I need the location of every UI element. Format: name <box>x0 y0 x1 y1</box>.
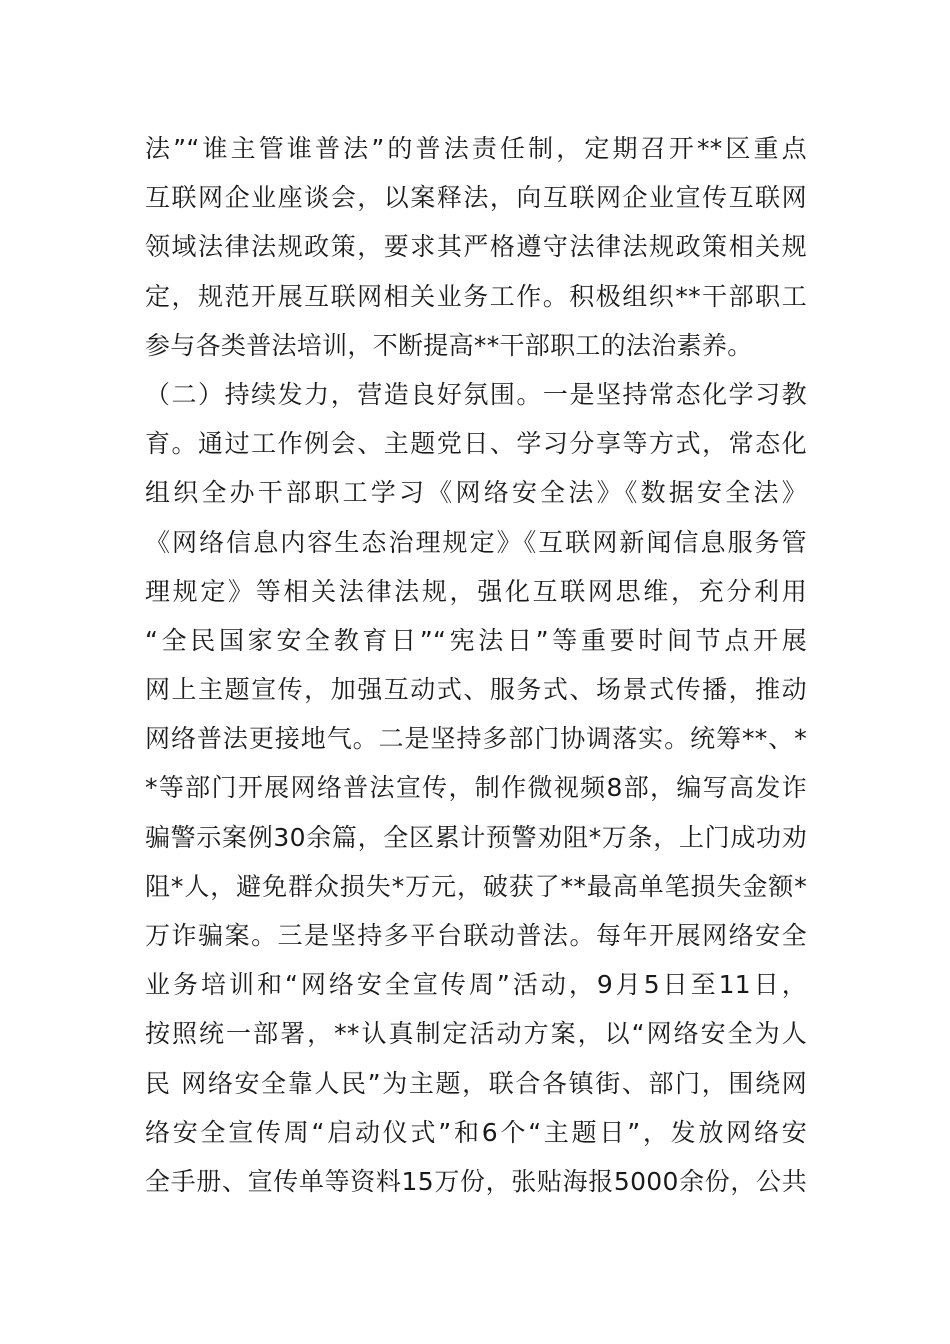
text-line: 网络普法更接地气。二是坚持多部门协调落实。统筹**、* <box>145 724 807 754</box>
text-line: *等部门开展网络普法宣传，制作微视频8部，编写高发诈 <box>145 773 807 803</box>
text-line: 络安全宣传周“启动仪式”和6个“主题日”，发放网络安 <box>145 1117 807 1147</box>
text-line: 业务培训和“网络安全宣传周”活动，9月5日至11日， <box>145 970 807 1000</box>
text-line: “全民国家安全教育日”“宪法日”等重要时间节点开展 <box>145 625 807 655</box>
text-line: 定，规范开展互联网相关业务工作。积极组织**干部职工 <box>145 281 807 311</box>
text-line: 领域法律法规政策，要求其严格遵守法律法规政策相关规 <box>145 232 807 262</box>
text-line: 全手册、宣传单等资料15万份，张贴海报5000余份，公共 <box>145 1166 807 1196</box>
text-line: 理规定》等相关法律法规，强化互联网思维，充分利用 <box>145 576 807 606</box>
text-line: 法”“谁主管谁普法”的普法责任制，定期召开**区重点 <box>145 134 807 163</box>
text-line: 骗警示案例30余篇，全区累计预警劝阻*万条，上门成功劝 <box>145 822 807 852</box>
text-line: 民 网络安全靠人民”为主题，联合各镇街、部门，围绕网 <box>145 1068 807 1098</box>
text-line: 《网络信息内容生态治理规定》《互联网新闻信息服务管 <box>145 527 807 557</box>
text-line: 组织全办干部职工学习《网络安全法》《数据安全法》 <box>145 478 807 508</box>
text-line: 参与各类普法培训，不断提高**干部职工的法治素养。 <box>145 330 753 360</box>
text-line: 万诈骗案。三是坚持多平台联动普法。每年开展网络安全 <box>145 921 807 950</box>
text-line: 育。通过工作例会、主题党日、学习分享等方式，常态化 <box>145 429 807 459</box>
body-text <box>145 124 807 1206</box>
text-line: 按照统一部署，**认真制定活动方案，以“网络安全为人 <box>145 1019 807 1049</box>
text-line: 阻*人，避免群众损失*万元，破获了**最高单笔损失金额* <box>145 871 807 901</box>
text-line: （二）持续发力，营造良好氛围。一是坚持常态化学习教 <box>145 379 807 409</box>
text-line: 互联网企业座谈会，以案释法，向互联网企业宣传互联网 <box>145 183 807 213</box>
text-line: 网上主题宣传，加强互动式、服务式、场景式传播，推动 <box>145 675 807 705</box>
